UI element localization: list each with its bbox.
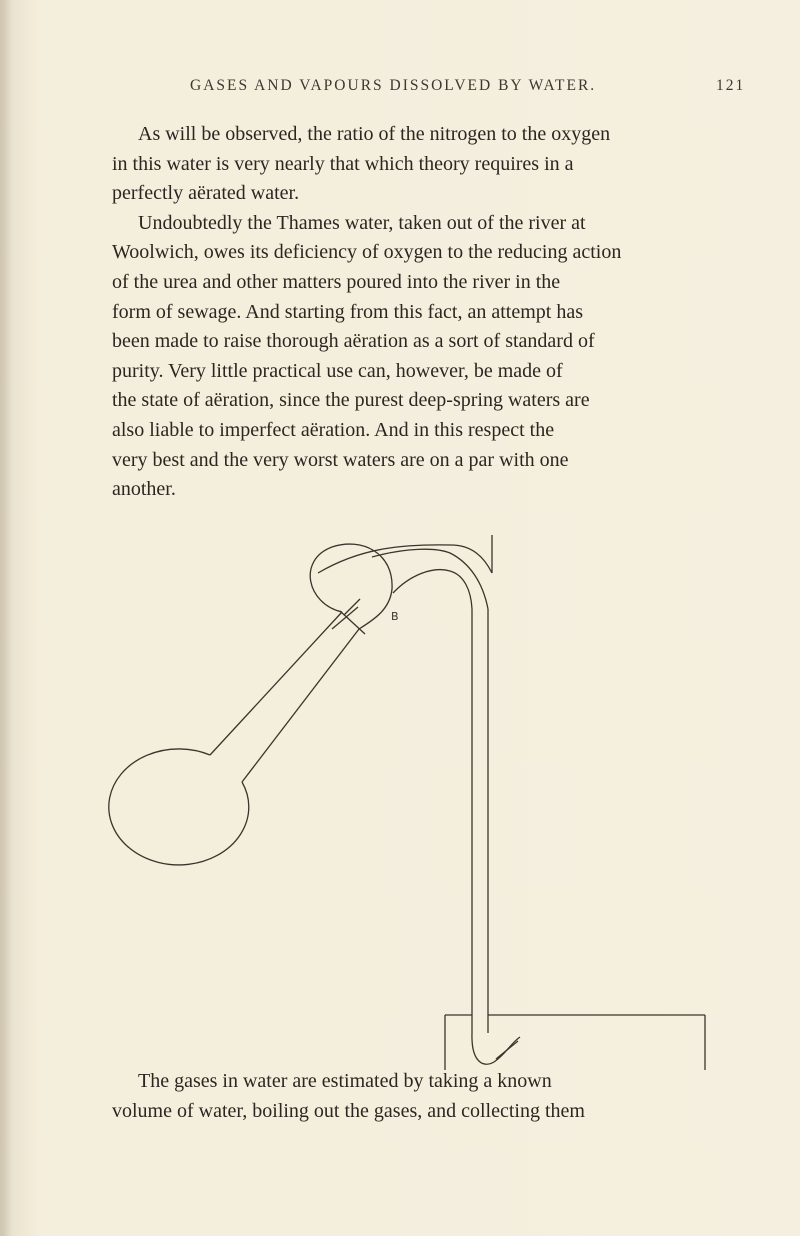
text-line: purity. Very little practical use can, however, be made of	[112, 359, 563, 382]
text-line: form of sewage. And starting from this fact, an attempt has	[112, 300, 583, 323]
tube-bend	[393, 570, 472, 609]
text-line: in this water is very nearly that which theory requires in a	[112, 152, 574, 175]
tube-hook	[472, 1033, 520, 1064]
bulb-label-b: B	[391, 610, 399, 623]
text-line: of the urea and other matters poured into the river in the	[112, 270, 561, 293]
text-line: As will be observed, the ratio of the nitrogen to the oxygen	[138, 123, 611, 145]
lower-flask	[109, 749, 249, 865]
boiling-apparatus-figure	[100, 535, 740, 1070]
text-line: the state of aëration, since the purest deep-spring waters are	[112, 389, 590, 412]
text-line: another.	[112, 478, 176, 501]
text-line: also liable to imperfect aëration. And in this respect the	[112, 418, 555, 441]
text-line: The gases in water are estimated by taking a known	[138, 1070, 552, 1092]
text-line: volume of water, boiling out the gases, and collecting them	[112, 1099, 585, 1122]
text-line: very best and the very worst waters are on a par with one	[112, 448, 569, 471]
lower-neck-inner	[242, 629, 359, 782]
continuation-text-block	[112, 1067, 736, 1126]
running-head-title: GASES AND VAPOURS DISSOLVED BY WATER.	[190, 77, 597, 94]
text-line: perfectly aërated water.	[112, 182, 300, 205]
main-text-block	[112, 120, 736, 505]
page-gutter-shadow	[0, 0, 10, 1236]
text-line: Undoubtedly the Thames water, taken out of the river at	[138, 211, 586, 234]
lower-neck-outer	[210, 612, 342, 755]
tube-outer	[318, 535, 492, 573]
page-number: 121	[716, 77, 746, 94]
hook-mark	[496, 1041, 518, 1059]
text-line: been made to raise thorough aëration as a sort of standard of	[112, 330, 595, 353]
text-line: Woolwich, owes its deficiency of oxygen to the reducing action	[112, 241, 622, 264]
